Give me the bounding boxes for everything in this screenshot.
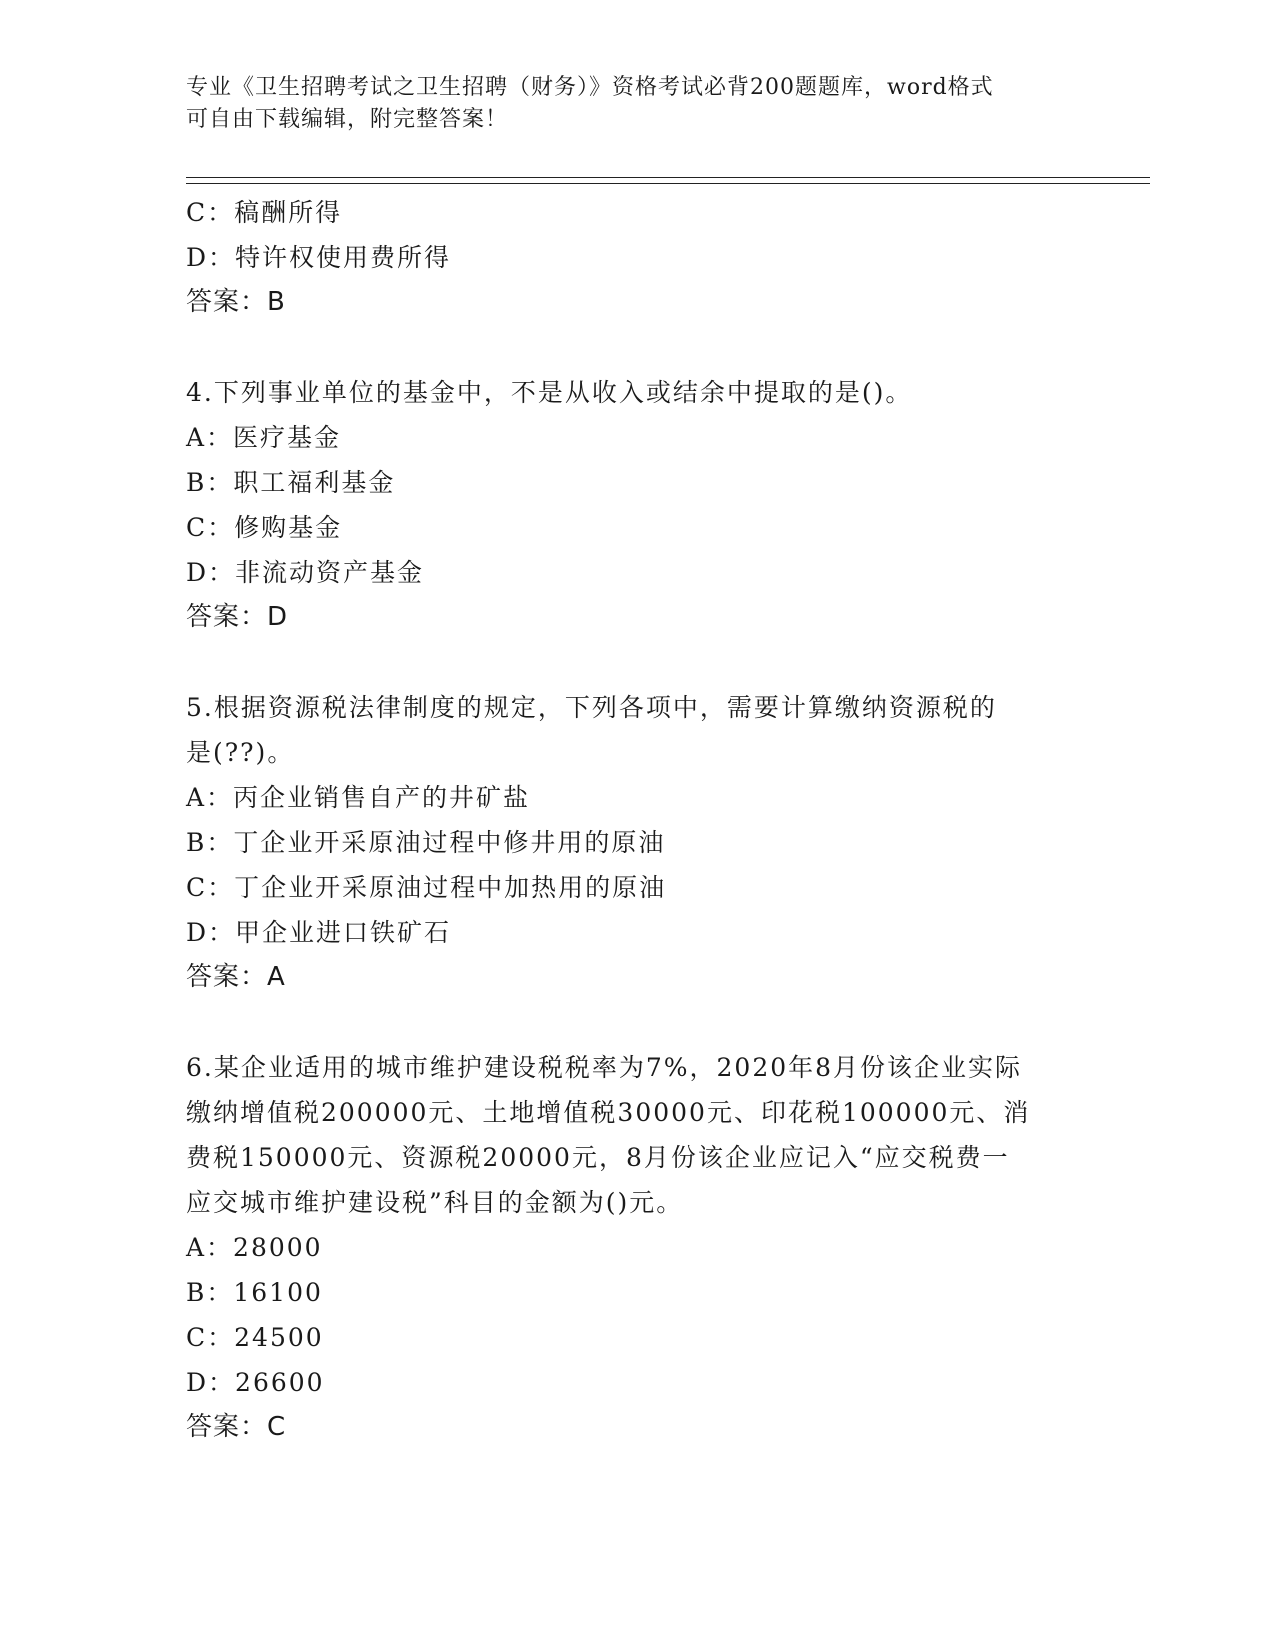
question-4 <box>186 370 1086 640</box>
header-title-line-2: 可自由下载编辑，附完整答案！ <box>186 107 509 132</box>
question-5 <box>186 685 1086 1000</box>
header-divider-top <box>186 177 1150 178</box>
answer-label: 答案：A <box>186 962 286 992</box>
document-header <box>186 72 1066 136</box>
option-b: B：16100 <box>186 1278 323 1307</box>
question-6 <box>186 1045 1086 1450</box>
option-a: A：医疗基金 <box>186 423 342 452</box>
option-c: C：稿酬所得 <box>186 198 343 227</box>
option-d: D：非流动资产基金 <box>186 558 425 587</box>
option-d: D：26600 <box>186 1368 325 1397</box>
option-a: A：28000 <box>186 1233 323 1262</box>
answer-label: 答案：C <box>186 1412 287 1442</box>
answer-label: 答案：D <box>186 602 289 632</box>
spacer <box>186 325 1086 370</box>
question-text-line-1: 5.根据资源税法律制度的规定，下列各项中，需要计算缴纳资源税的 <box>186 693 997 722</box>
question-text-line-4: 应交城市维护建设税”科目的金额为()元。 <box>186 1188 684 1217</box>
option-c: C：24500 <box>186 1323 324 1352</box>
option-c: C：丁企业开采原油过程中加热用的原油 <box>186 873 667 902</box>
question-text-line-2: 是(??)。 <box>186 738 295 767</box>
option-d: D：甲企业进口铁矿石 <box>186 918 452 947</box>
answer-label: 答案：B <box>186 287 286 317</box>
option-d: D：特许权使用费所得 <box>186 243 452 272</box>
question-text: 4.下列事业单位的基金中，不是从收入或结余中提取的是()。 <box>186 378 913 407</box>
question-text-line-1: 6.某企业适用的城市维护建设税税率为7%，2020年8月份该企业实际 <box>186 1053 1023 1082</box>
question-list <box>186 190 1086 1450</box>
option-b: B：丁企业开采原油过程中修井用的原油 <box>186 828 666 857</box>
question-3-tail <box>186 190 1086 325</box>
spacer <box>186 640 1086 685</box>
option-a: A：丙企业销售自产的井矿盐 <box>186 783 531 812</box>
question-text-line-3: 费税150000元、资源税20000元，8月份该企业应记入“应交税费一 <box>186 1143 1010 1172</box>
spacer <box>186 1000 1086 1045</box>
header-divider-bottom <box>186 183 1150 184</box>
header-title-line-1: 专业《卫生招聘考试之卫生招聘（财务）》资格考试必背200题题库，word格式 <box>186 75 994 100</box>
question-text-line-2: 缴纳增值税200000元、土地增值税30000元、印花税100000元、消 <box>186 1098 1031 1127</box>
option-b: B：职工福利基金 <box>186 468 396 497</box>
option-c: C：修购基金 <box>186 513 343 542</box>
